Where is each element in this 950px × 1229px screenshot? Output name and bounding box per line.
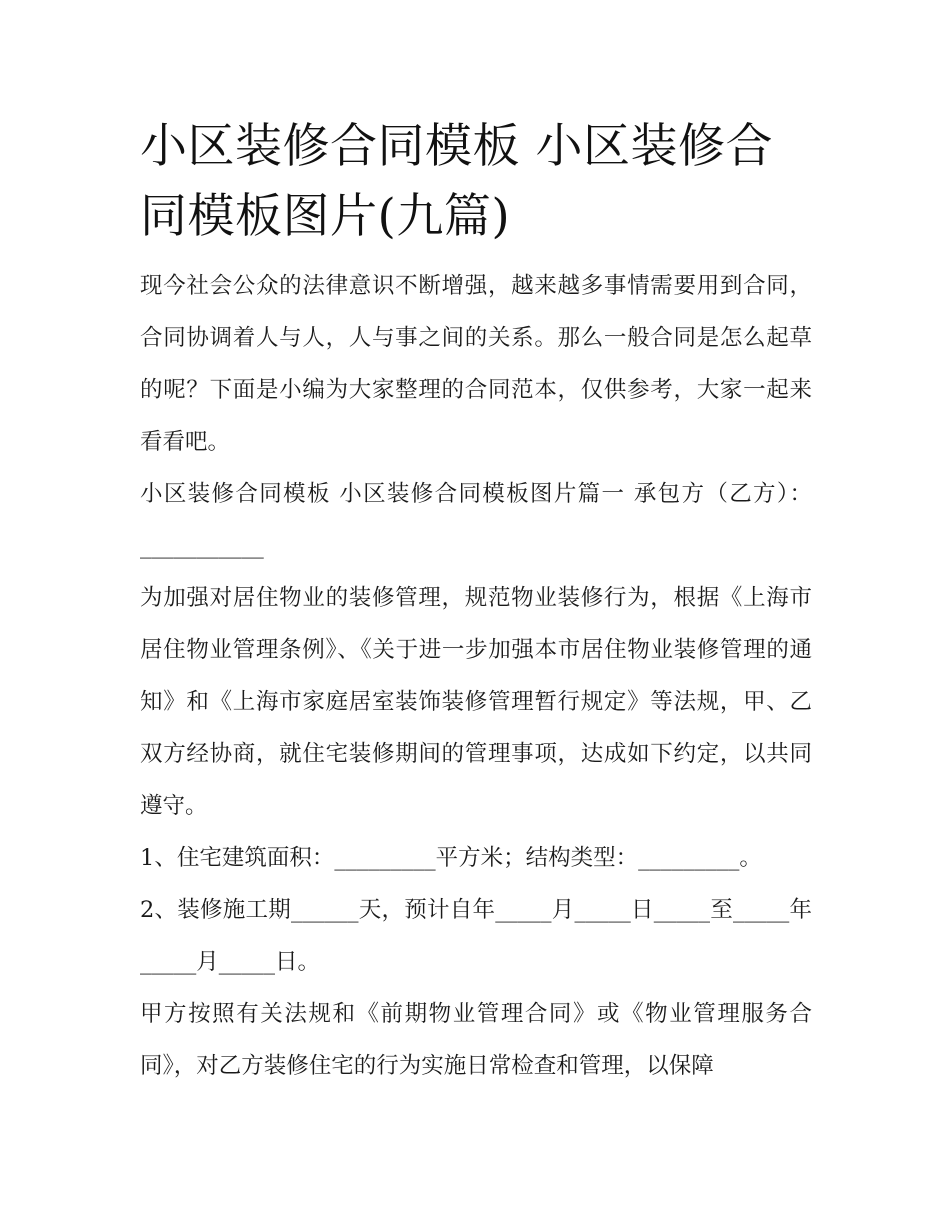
clause-1-paragraph: 1、住宅建筑面积：_________平方米；结构类型：_________。 xyxy=(140,845,762,871)
contract-heading-paragraph: 小区装修合同模板 小区装修合同模板图片篇一 承包方（乙方）：___________ xyxy=(140,481,812,559)
management-paragraph: 甲方按照有关法规和《前期物业管理合同》或《物业管理服务合同》，对乙方装修住宅的行为实施日常检查和管理，以保障 xyxy=(140,1001,812,1079)
intro-paragraph: 现今社会公众的法律意识不断增强，越来越多事情需要用到合同，合同协调着人与人，人与事之间的关系。那么一般合同是怎么起草的呢？下面是小编为大家整理的合同范本，仅供参考，大家一起来看看吧。 xyxy=(140,273,812,455)
document-body xyxy=(140,112,812,1092)
clause-2-paragraph: 2、装修施工期______天，预计自年_____月_____日_____至_____年_____月_____日。 xyxy=(140,897,812,975)
purpose-paragraph: 为加强对居住物业的装修管理，规范物业装修行为，根据《上海市居住物业管理条例》、《关于进一步加强本市居住物业装修管理的通知》和《上海市家庭居室装饰装修管理暂行规定》等法规，甲、乙双方经协商，就住宅装修期间的管理事项，达成如下约定，以共同遵守。 xyxy=(140,585,812,819)
document-title: 小区装修合同模板 小区装修合同模板图片(九篇) xyxy=(140,119,773,244)
